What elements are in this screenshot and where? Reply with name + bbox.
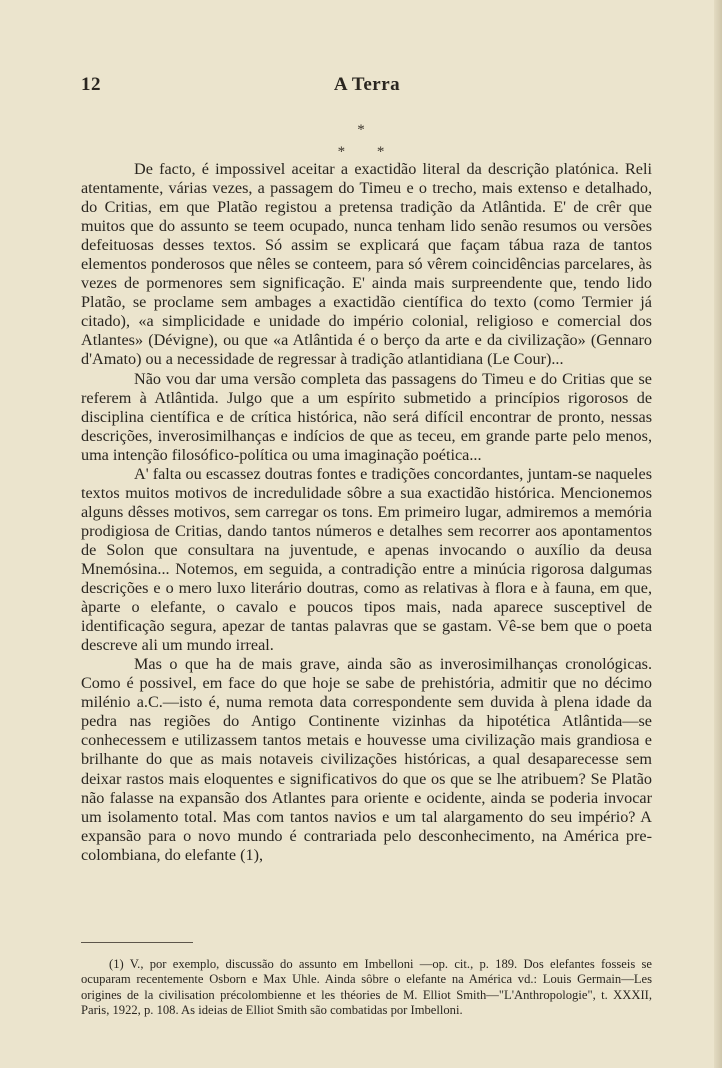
running-title: A Terra	[333, 74, 401, 95]
paragraph: A' falta ou escassez doutras fontes e tradições concordantes, juntam-se naqueles textos muitos motivos de incredulidade sôbre a sua exactidão histórica. Mencionemos alguns dêsses motivos, sem carregar os tons. Em primeiro lugar, admiremos a memória prodigiosa de Critias, dando tantos números e detalhes sem recorrer aos apontamentos de Solon que consultara na juventude, e apenas invocando o auxílio da deusa Mnemósina... Notemos, em seguida, a contradição entre a minúcia rigorosa dalgumas descrições e o mero luxo literário doutras, como as relativas à flora e à fauna, em que, àparte o elefante, o cavalo e poucos tipos mais, nada aparece susceptivel de identificação segura, apezar de tantas palavras que se gastam. Vê-se bem que o poeta descreve ali um mundo irreal.	[81, 464, 652, 655]
paragraph: Mas o que ha de mais grave, ainda são as inverosimilhanças cronológicas. Como é possivel, em face do que hoje se sabe de prehistória, admitir que no décimo milénio a.C.—isto é, numa remota data correspondente sem duvida à plena idade da pedra nas regiões do Antigo Continente vizinhas da hipotética Atlântida—se conhecessem e utilizassem tantos metais e houvesse uma civilização mais grandiosa e brilhante do que as mais notaveis civilizações históricas, a qual desaparecesse sem deixar rastos mais eloquentes e significativos do que os que se lhe atribuem? Se Platão não falasse na expansão dos Atlantes para oriente e ocidente, ainda se poderia invocar um isolamento total. Mas com tantos navios e um tal alargamento do seu império? A expansão para o novo mundo é contrariada pelo desconhecimento, na América pre-colombiana, do elefante (1),	[81, 655, 652, 864]
body-text	[81, 160, 652, 865]
footnote: (1) V., por exemplo, discussão do assunto em Imbelloni —op. cit., p. 189. Dos elefantes fosseis se ocuparam recentemente Osborn e Max Uhle. Ainda sôbre o elefante na América vd.: Louis Germain—Les origines de la civilisation précolombienne et les théories de M. Elliot Smith—"L'Anthropologie", t. XXXII, Paris, 1922, p. 108. As ideias de Elliot Smith são combatidas por Imbelloni.	[81, 957, 652, 1018]
running-head	[81, 74, 653, 98]
asterism-top: *	[357, 122, 365, 138]
asterism-bottom: * *	[337, 144, 385, 160]
paragraph: De facto, é impossivel aceitar a exactidão literal da descrição platónica. Reli atentamente, várias vezes, a passagem do Timeu e o trecho, mais extenso e detalhado, do Critias, em que Platão registou a pretensa tradição da Atlântida. E' de crêr que muitos que do assunto se teem ocupado, nunca tenham lido senão resumos ou versões defeituosas desses textos. Só assim se explicará que façam tábua raza de tantos elementos ponderosos que nêles se conteem, para só vêrem coincidências parcelares, às vezes de pormenores sem significação. E' ainda mais surpreendente que, tendo lido Platão, se proclame sem ambages a exactidão científica do texto (como Termier já citado), «a simplicidade e unidade do império colonial, religioso e comercial dos Atlantes» (Dévigne), ou que «a Atlântida é o berço da arte e da civilização» (Gennaro d'Amato) ou a necessidade de regressar à tradição atlantidiana (Le Cour)...	[81, 160, 652, 369]
page-number: 12	[81, 74, 101, 95]
footnote-divider	[81, 942, 193, 943]
paragraph: Não vou dar uma versão completa das passagens do Timeu e do Critias que se referem à Atlântida. Julgo que a um espírito submetido a princípios rigorosos de disciplina científica e de crítica histórica, não será difícil encontrar de pronto, nessas descrições, inverosimilhanças e indícios de que as teceu, em grande parte pelo menos, uma intenção filosófico-política ou uma imaginação poética...	[81, 369, 652, 464]
